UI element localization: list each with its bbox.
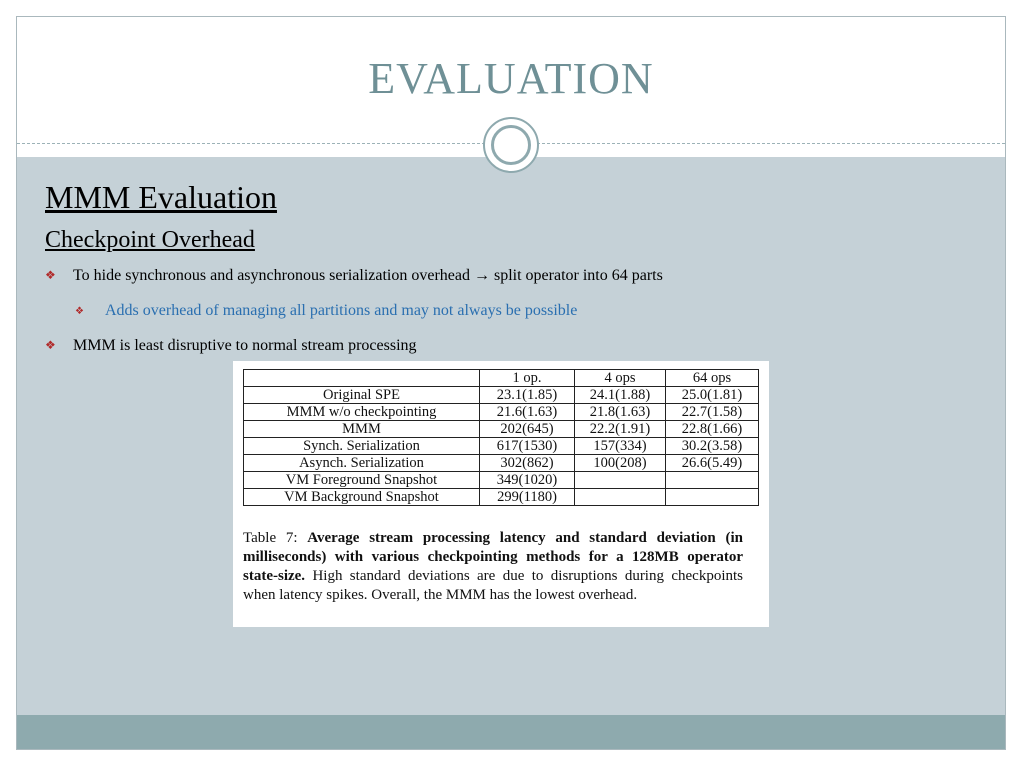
table-header-cell	[244, 370, 480, 387]
table-cell	[666, 472, 759, 489]
caption-rest: High standard deviations are due to disruptions during checkpoints when latency spikes. Overall, the MMM has the lowest overhead.	[243, 568, 743, 603]
table-header-cell: 4 ops	[575, 370, 666, 387]
bullet-item	[45, 267, 663, 285]
table-header-cell: 1 op.	[480, 370, 575, 387]
table-row	[244, 455, 759, 472]
bullet-item	[45, 337, 417, 355]
bullet-text: MMM is least disruptive to normal stream processing	[73, 337, 417, 354]
table-row	[244, 387, 759, 404]
diamond-bullet-icon: ❖	[45, 268, 56, 282]
table-row	[244, 472, 759, 489]
table-cell: 202(645)	[480, 421, 575, 438]
table-cell: 22.7(1.58)	[666, 404, 759, 421]
table-header-cell: 64 ops	[666, 370, 759, 387]
diamond-bullet-icon: ❖	[45, 338, 56, 352]
row-label: Synch. Serialization	[244, 438, 480, 455]
row-label: MMM	[244, 421, 480, 438]
results-table	[243, 369, 759, 506]
slide	[16, 16, 1006, 750]
diamond-bullet-icon: ❖	[75, 306, 84, 317]
table-cell: 299(1180)	[480, 489, 575, 506]
table-row	[244, 404, 759, 421]
table-cell: 21.8(1.63)	[575, 404, 666, 421]
table-cell: 24.1(1.88)	[575, 387, 666, 404]
footer-bar	[17, 715, 1005, 749]
bullet-text: To hide synchronous and asynchronous serialization overhead → split operator into 64 parts	[73, 267, 663, 284]
table-caption	[243, 529, 743, 605]
bullet-text: Adds overhead of managing all partitions and may not always be possible	[105, 302, 578, 319]
table-header-row	[244, 370, 759, 387]
table-cell	[575, 489, 666, 506]
sub-bullet-item	[75, 302, 577, 320]
table-row	[244, 489, 759, 506]
table-cell	[666, 489, 759, 506]
table-cell: 21.6(1.63)	[480, 404, 575, 421]
caption-prefix: Table 7:	[243, 530, 298, 546]
section-heading: MMM Evaluation	[45, 179, 277, 215]
table-cell: 25.0(1.81)	[666, 387, 759, 404]
caption-bold: Average stream processing latency and standard deviation (in milliseconds) with various checkpointing methods for a 128MB operator state-size.	[243, 530, 743, 584]
table-cell: 22.8(1.66)	[666, 421, 759, 438]
row-label: VM Background Snapshot	[244, 489, 480, 506]
table-cell: 100(208)	[575, 455, 666, 472]
row-label: MMM w/o checkpointing	[244, 404, 480, 421]
table-cell: 23.1(1.85)	[480, 387, 575, 404]
table-row	[244, 421, 759, 438]
row-label: VM Foreground Snapshot	[244, 472, 480, 489]
table-cell	[575, 472, 666, 489]
table-cell: 302(862)	[480, 455, 575, 472]
row-label: Original SPE	[244, 387, 480, 404]
slide-title: EVALUATION	[368, 54, 654, 103]
table-cell: 349(1020)	[480, 472, 575, 489]
table-row	[244, 438, 759, 455]
circle-ornament-icon	[483, 117, 539, 173]
table-cell: 26.6(5.49)	[666, 455, 759, 472]
circle-ornament-inner	[491, 125, 531, 165]
table-image	[233, 361, 769, 627]
row-label: Asynch. Serialization	[244, 455, 480, 472]
table-cell: 617(1530)	[480, 438, 575, 455]
table-cell: 30.2(3.58)	[666, 438, 759, 455]
section-subheading: Checkpoint Overhead	[45, 227, 255, 253]
table-cell: 157(334)	[575, 438, 666, 455]
table-cell: 22.2(1.91)	[575, 421, 666, 438]
